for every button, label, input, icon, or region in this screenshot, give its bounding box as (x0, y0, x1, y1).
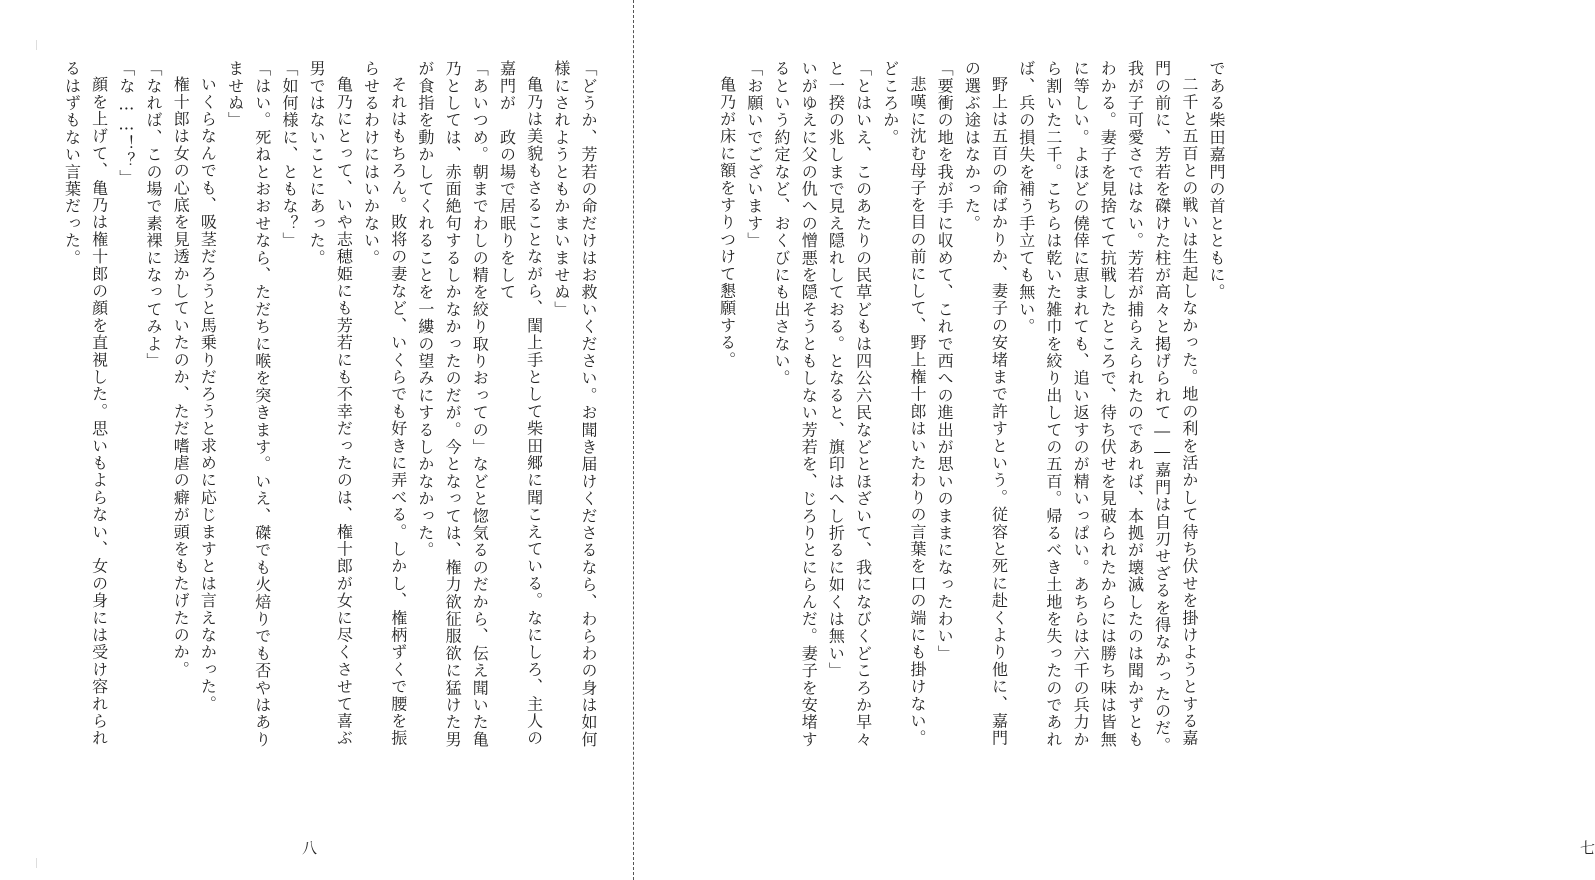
paragraph: 二千と五百との戦いは生起しなかった。地の利を活かして待ち伏せを掛けようとする嘉門の前に、芳若を磔けた柱が高々と掲げられて――嘉門は自刃せざるを得なかったのだ。 (1152, 60, 1199, 754)
paragraph: 亀乃は美貌もさることながら、閨上手として柴田郷に聞こえている。なにしろ、主人の嘉門が 政の場で居眠りをして (497, 60, 544, 747)
paragraph: 「はい。死ねとおおせなら、ただちに喉を突きます。いえ、磔でも火焙りでも否やはありませぬ」 (225, 60, 272, 748)
page-fold-divider (633, 0, 634, 880)
paragraph: 「要衝の地を我が手に収めて、これで西への進出が思いのままになったわい」 (935, 60, 955, 662)
paragraph: 亀乃が床に額をすりつけて懇願する。 (717, 76, 737, 369)
paragraph: 「あいつめ。朝までわしの精を絞り取りおっての」などと惚気るのだから、伝え聞いた亀乃としては、赤面絶句するしかなかったのだが。今となっては、権力欲征服欲に猛けた男が食指を動かしてくれることを一縷の望みにするしかなかった。 (415, 60, 490, 748)
paragraph: 「とはいえ、このあたりの民草どもは四公六民などとほざいて、我になびくどころか早々と一揆の兆しまで見え隠れしておる。となると、旗印はへし折るに如くは無い」 (826, 60, 873, 748)
crop-mark-top (36, 40, 37, 50)
left-page-text (12, 60, 602, 760)
paragraph: 「どうか、芳若の命だけはお救いください。お聞き届けくださるなら、わらわの身は如何様にされようともかまいませぬ」 (551, 60, 598, 748)
paragraph: である柴田嘉門の首とともに。 (1207, 60, 1226, 301)
paragraph: いくらなんでも、吸茎だろうと馬乗りだろうと求めに応じますとは言えなかった。 (198, 76, 218, 713)
paragraph: 亀乃にとって、いや志穂姫にも芳若にも不幸だったのは、権十郎が女に尽くさせて喜ぶ男ではないことにあった。 (307, 60, 354, 747)
paragraph: 権十郎は女の心底を見透かしていたのか、ただ嗜虐の癖が頭をもたげたのか。 (171, 76, 191, 678)
page-number: 八 (302, 839, 318, 857)
paragraph: 野上は五百の命ばかりか、妻子の安堵まで許すという。従容と死に赴くより他に、嘉門の選ぶ途はなかった。 (962, 60, 1009, 747)
paragraph: 「お願いでございます」 (744, 60, 764, 250)
paragraph: いがゆえに父の仇への憎悪を隠そうともしない芳若を、じろりとにらんだ。妻子を安堵するという約定など、おくびにも出さない。 (772, 60, 819, 748)
paragraph: 顔を上げて、亀乃は権十郎の顔を直視した。思いもよらない、女の身には受け容れられるはずもない言葉だった。 (62, 60, 109, 747)
crop-mark-bottom (36, 858, 37, 868)
paragraph: 「な……！？」 (116, 60, 136, 187)
left-page (0, 0, 632, 880)
right-page-text (650, 60, 1230, 760)
page-number: 七 (1580, 839, 1595, 857)
paragraph: 悲嘆に沈む母子を目の前にして、野上権十郎はいたわりの言葉を口の端にも掛けない。どころか。 (880, 60, 927, 747)
paragraph: 「なれば、この場で素裸になってみよ」 (144, 60, 163, 370)
paragraph: 「如何様に、ともな？」 (279, 60, 299, 250)
paragraph: それはもちろん。敗将の妻など、いくらでも好きに弄べる。しかし、権柄ずくで腰を振らせるわけにはいかない。 (361, 60, 408, 747)
right-page (636, 0, 1595, 880)
paragraph: 我が子可愛さではない。芳若が捕らえられたのであれば、本拠が壊滅したのは聞かずともわかる。妻子を見捨てて抗戦したところで、待ち伏せを見破られたからには勝ち味は皆無に等しい。よほどの僥倖に恵まれても、追い返すのが精いっぱい。あちらは六千の兵力から割いた二千。こちらは乾いた雑巾を絞り出しての五百。帰るべき土地を失ったのであれば、兵の損失を補う手立ても無い。 (1016, 60, 1145, 748)
